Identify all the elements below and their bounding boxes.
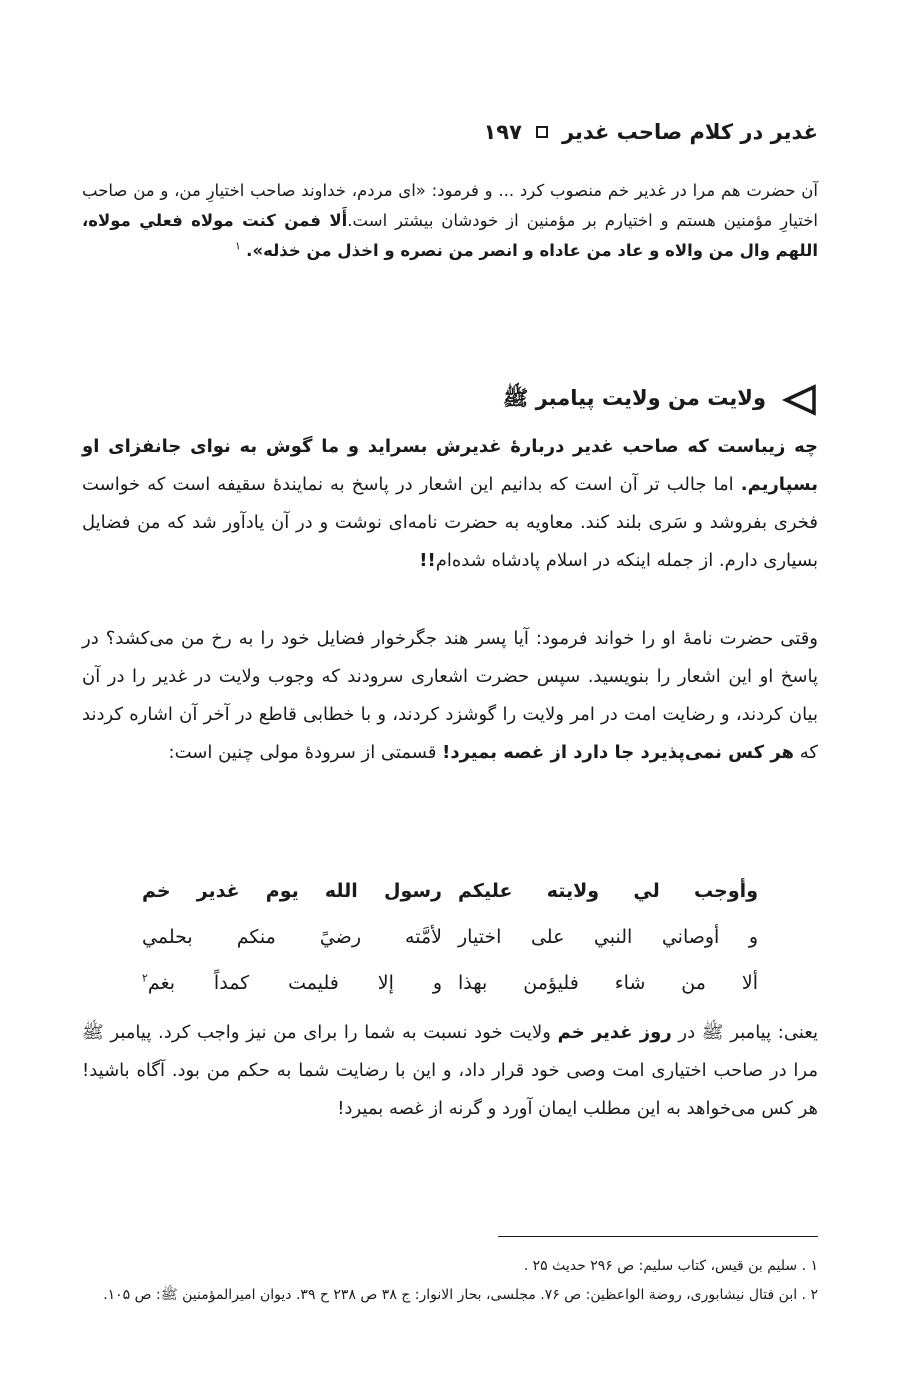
paragraph-3-bold: روز غدیر خم: [557, 1022, 672, 1043]
running-header: [82, 116, 818, 148]
triangle-bullet-icon: [780, 383, 818, 417]
section-heading: [82, 380, 818, 420]
poem-hemistich-left: لأمَّته رضيً منكم بحلمي: [142, 926, 442, 948]
poem-verse: [142, 914, 758, 960]
intro-line-2: اختیارِ من، و من صاحب اختیارِ مؤمنین هستم و اختیارم بر مؤمنین از خودشان بیشتر: [82, 181, 818, 230]
poem-hemistich-left: [142, 972, 442, 994]
paragraph-2-text: وقتی حضرت نامهٔ او را خواند فرمود: آیا پسر هند جگرخوار فضایل خود را به رخ من می‌کشد؟ در پاسخ او این اشعار را بنویسید. سپس حضرت اشعاری سرودند که وجوب ولایت در غدیر را در آن بیان کردند، و رضایت امت در امر ولایت را گوشزد کردند، و با خطابی قاطع در آخر آن اشاره کردند که: [82, 628, 818, 763]
paragraph-1-bold-lead: چه زیباست که صاحب غدیر دربارهٔ غدیرش بسراید و ما گوش به نوای جانفزای او بسپاریم.: [82, 436, 818, 495]
book-page: [82, 0, 818, 1393]
intro-line-1: آن حضرت هم مرا در غدیر خم منصوب کرد ... و فرمود: «ای مردم، خداوند صاحب: [250, 181, 818, 200]
poem-hemistich-left: رسول الله يوم غدير خم: [142, 880, 442, 902]
arabic-hadith-quote: أَلا فمن كنت مولاه فعلي مولاه، اللهم وال من والاه و عاد من عاداه و انصر من نصره و اخذل من خذله».: [82, 211, 818, 260]
body-paragraph-2: [82, 620, 818, 772]
footnotes: [82, 1252, 818, 1310]
footnote-1: ۱ . سلیم بن قیس، کتاب سلیم: ص ۲۹۶ حدیث ۲۵ .: [523, 1258, 818, 1274]
poem-verse: [142, 960, 758, 1006]
body-paragraph-3: [82, 1014, 818, 1128]
paragraph-3-text-b: ولایت خود نسبت به شما را برای من نیز واجب کرد. پیامبر ﷺ مرا در صاحب اختیاری امت وصی خود قرار داد، و این با رضایت شما به حکم من بود. آگاه باشید! هر کس می‌خواهد به این مطلب ایمان آورد و گرنه از غصه بمیرد!: [82, 1022, 818, 1119]
footnote-2: ۲ . ابن فتال نیشابوری، روضة الواعظین: ص ۷۶. مجلسی، بحار الانوار: ج ۳۸ ص ۲۳۸ ح ۳۹. دیوان امیرالمؤمنین ﷺ: ص ۱۰۵.: [103, 1287, 818, 1303]
paragraph-2-bold: هر کس نمی‌پذیرد جا دارد از غصه بمیرد!: [442, 742, 795, 763]
intro-quote-paragraph: [82, 176, 818, 266]
footnote-ref-1: ۱: [235, 239, 241, 253]
intro-line-3: است.: [347, 211, 388, 230]
paragraph-1-text: اما جالب تر آن است که بدانیم این اشعار در پاسخ به نمایندهٔ سقیفه است که خواست فخری بفروشد و سَری بلند کند. معاویه به حضرت نامه‌ای نوشت و در آن یادآور شد که من فضایل بسیاری دارم. از جمله اینکه در اسلام پادشاه شده‌ام: [82, 474, 818, 571]
paragraph-2-text-end: قسمتی از سرودهٔ مولی چنین است:: [168, 742, 443, 763]
poem-hemistich-left-text: و إلا فليمت كمداً بغم: [147, 972, 442, 994]
paragraph-1-bold-end: !!: [419, 550, 436, 571]
body-paragraph-1: [82, 428, 818, 580]
section-heading-text: ولایت من ولایت پیامبر ﷺ: [502, 385, 766, 410]
poem-verse: [142, 868, 758, 914]
poem: [142, 868, 758, 1006]
poem-hemistich-right: ألا من شاء فليؤمن بهذا: [458, 972, 758, 994]
book-title: غدیر در کلام صاحب غدیر: [561, 120, 818, 144]
page-number: ۱۹۷: [483, 120, 522, 144]
footnote-ref-2: ۲: [142, 971, 148, 985]
paragraph-3-text-a: یعنی: پیامبر ﷺ در: [671, 1022, 819, 1043]
footnote-divider: [498, 1236, 818, 1237]
separator-square-icon: [536, 126, 548, 138]
poem-hemistich-right: و أوصاني النبي على اختيار: [458, 926, 758, 948]
poem-hemistich-right: وأوجب لي ولايته عليكم: [458, 880, 758, 902]
